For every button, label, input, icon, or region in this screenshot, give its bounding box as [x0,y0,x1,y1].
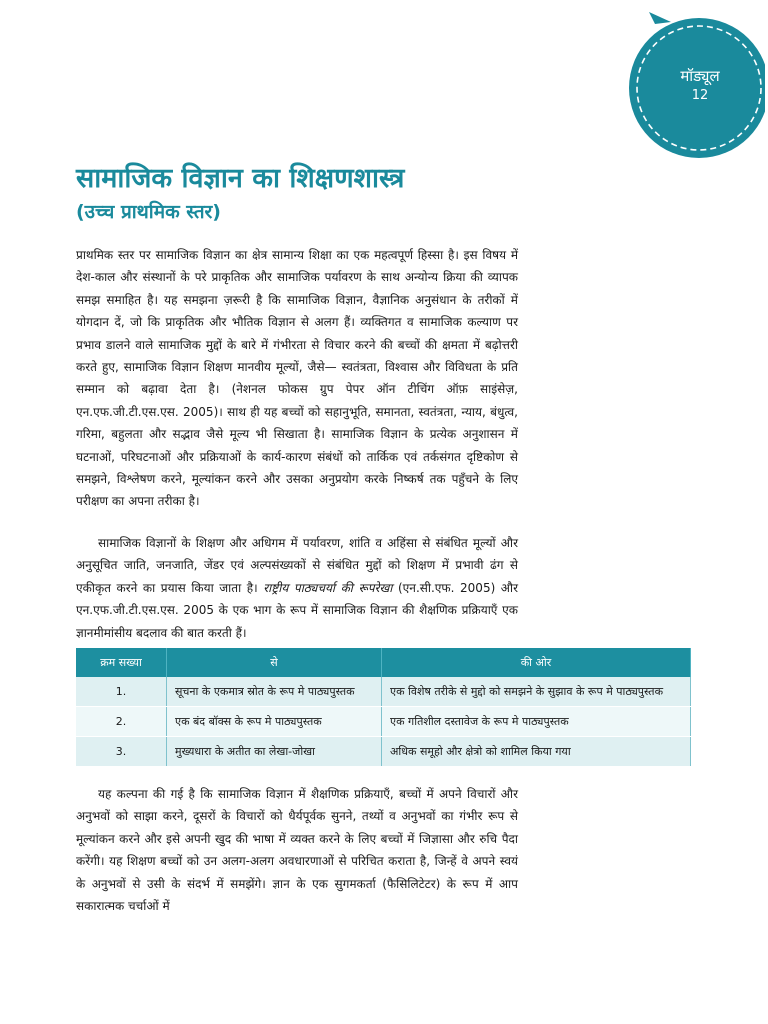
table-row [76,737,691,767]
header-towards: की ओर [382,648,691,677]
table-cell-towards: एक विशेष तरीके से मुद्दो को समझने के सुझाव के रूप मे पाठ्यपुस्तक [382,677,691,707]
table-row [76,707,691,737]
table-header-row [76,648,691,677]
paragraph-1 [76,244,518,513]
table-cell-towards: एक गतिशील दस्तावेज के रूप मे पाठ्यपुस्तक [382,707,691,737]
table-cell-serial: 1. [76,677,167,707]
paragraph-2-before: सामाजिक विज्ञानों के शिक्षण और अधिगम में पर्यावरण, शांति व अहिंसा से संबंधित मूल्यों और अनुसूचित जाति, जनजाति, जेंडर एवं अल्पसंख्यकों से संबंधित मुद्दों को शिक्षण में प्रभावी ढंग से एकीकृत करने का प्रयास किया जाता है। [76,536,518,595]
table-row [76,677,691,707]
table-cell-towards: अधिक समूहो और क्षेत्रो को शामिल किया गया [382,737,691,767]
paragraph-3 [76,783,518,917]
module-badge [615,10,765,160]
header-from: से [167,648,382,677]
header-serial: क्रम सख्या [76,648,167,677]
table-cell-from: सूचना के एकमात्र स्रोत के रूप मे पाठ्यपुस्तक [167,677,382,707]
comparison-table [76,648,691,767]
paragraph-2-after: (एन.सी.एफ. 2005) और एन.एफ.जी.टी.एस.एस. 2005 के एक भाग के रूप में सामाजिक विज्ञान की शैक्षणिक प्रक्रियाएँ एक ज्ञानमीमांसीय बदलाव की बात करती हैं। [76,580,518,640]
paragraph-2-italic: राष्ट्रीय पाठ्यचर्या की रूपरेखा [263,580,393,595]
paragraph-3-text: यह कल्पना की गई है कि सामाजिक विज्ञान में शैक्षणिक प्रक्रियाएँ, बच्चों में अपने विचारों और अनुभवों को साझा करने, दूसरों के विचारों को धैर्यपूर्वक सुनने, तथ्यों व अनुभवों का गंभीर रूप से मूल्यांकन करने और इसे अपनी खुद की भाषा में व्यक्त करने के लिए बच्चों में जिज्ञासा और रुचि पैदा करेंगी। यह शिक्षण बच्चों को उन अलग-अलग अवधारणाओं से परिचित कराता है, जिन्हें वे अपने स्वयं के अनुभवों से उसी के संदर्भ में समझेंगे। ज्ञान के एक सुगमकर्ता (फैसिलिटेटर) के रूप में आप सकारात्मक चर्चाओं में [76,787,518,914]
table-cell-serial: 3. [76,737,167,767]
module-label: मॉड्यूल [680,67,720,85]
table-cell-from: एक बंद बॉक्स के रूप मे पाठ्यपुस्तक [167,707,382,737]
paragraph-1-text: प्राथमिक स्तर पर सामाजिक विज्ञान का क्षेत्र सामान्य शिक्षा का एक महत्वपूर्ण हिस्सा है। इस विषय में देश-काल और संस्थानों के परे प्राकृतिक और सामाजिक पर्यावरण के साथ अन्योन्य क्रिया की व्यापक समझ समाहित है। यह समझना ज़रूरी है कि सामाजिक विज्ञान, वैज्ञानिक अनुसंधान के तरीकों में योगदान दें, जो कि प्राकृतिक और भौतिक विज्ञान से अलग हैं। व्यक्तिगत व सामाजिक कल्याण पर प्रभाव डालने वाले सामाजिक मुद्दों के बारे में गंभीरता से विचार करने की बच्चों की क्षमता में बढ़ोत्तरी करते हुए, सामाजिक विज्ञान शिक्षण मानवीय मूल्यों, जैसे— स्वतंत्रता, विश्वास और विविधता के प्रति सम्मान को बढ़ावा देता है। (नेशनल फोकस ग्रुप पेपर ऑन टीचिंग ऑफ़ साइंसेज़, एन.एफ.जी.टी.एस.एस. 2005)। साथ ही यह बच्चों को सहानुभूति, समानता, स्वतंत्रता, न्याय, बंधुत्व, गरिमा, बहुलता और सद्भाव जैसे मूल्य भी सिखाता है। सामाजिक विज्ञान के प्रत्येक अनुशासन में घटनाओं, परिघटनाओं और प्रक्रियाओं के कार्य-कारण संबंधों को तार्किक एवं तर्कसंगत दृष्टिकोण से समझने, विश्लेषण करने, मूल्यांकन करने और उसका अनुप्रयोग करके निष्कर्ष तक पहुँचने के लिए परीक्षण का अपना तरीका है। [76,248,518,509]
page-subtitle: (उच्च प्राथमिक स्तर) [76,201,221,223]
page-title: सामाजिक विज्ञान का शिक्षणशास्त्र [76,163,405,194]
table-cell-from: मुख्यधारा के अतीत का लेखा-जोखा [167,737,382,767]
paragraph-2 [76,532,518,644]
module-number: 12 [691,88,709,103]
table-cell-serial: 2. [76,707,167,737]
paragraph-2-text [76,532,518,644]
